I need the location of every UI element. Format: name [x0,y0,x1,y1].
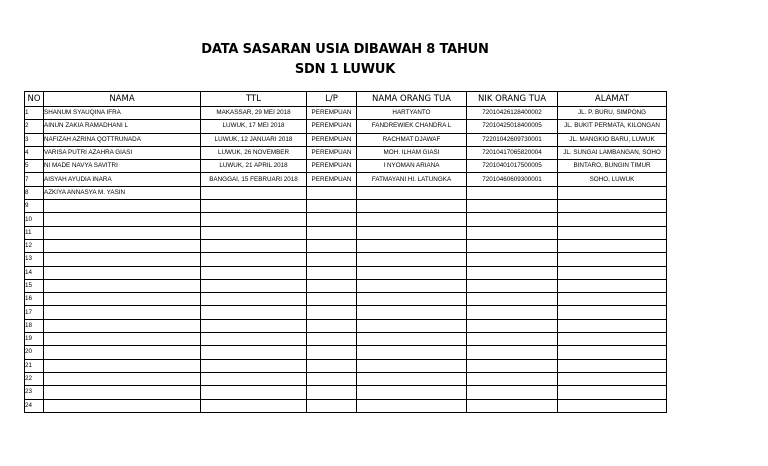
cell-nik-orang-tua [467,293,558,306]
cell-nama-orang-tua [357,266,467,279]
table-row [25,346,667,359]
cell-alamat: JL. P. BURU, SIMPONG [558,107,667,120]
cell-lp [307,293,357,306]
cell-alamat: BINTARO, BUNGIN TIMUR [558,160,667,173]
cell-nik-orang-tua [467,372,558,385]
cell-lp [307,372,357,385]
cell-alamat [558,279,667,292]
cell-lp [307,239,357,252]
cell-no: 11 [25,226,44,239]
cell-ttl: LUWUK, 12 JANUARI 2018 [201,133,307,146]
header-alamat: ALAMAT [558,92,667,107]
cell-lp [307,386,357,399]
cell-lp [307,359,357,372]
cell-ttl [201,346,307,359]
cell-nama [44,266,201,279]
header-no: NO [25,92,44,107]
cell-no: 16 [25,293,44,306]
cell-nama [44,226,201,239]
cell-ttl: BANGGAI, 15 FEBRUARI 2018 [201,173,307,186]
table-row [25,200,667,213]
table-row [25,266,667,279]
table-row [25,293,667,306]
cell-no: 2 [25,120,44,133]
cell-no: 21 [25,359,44,372]
cell-lp: PEREMPUAN [307,146,357,159]
cell-no: 24 [25,399,44,412]
cell-alamat [558,266,667,279]
cell-no: 3 [25,133,44,146]
cell-no: 10 [25,213,44,226]
table-row [25,173,667,186]
cell-ttl [201,279,307,292]
cell-lp [307,226,357,239]
cell-alamat [558,293,667,306]
cell-ttl [201,359,307,372]
cell-ttl [201,186,307,199]
cell-nik-orang-tua [467,186,558,199]
cell-nama-orang-tua [357,372,467,385]
table-row [25,146,667,159]
cell-nama [44,293,201,306]
cell-ttl [201,372,307,385]
cell-nama [44,200,201,213]
cell-no: 1 [25,107,44,120]
cell-nama [44,319,201,332]
cell-no: 5 [25,160,44,173]
cell-lp: PEREMPUAN [307,160,357,173]
table-row [25,107,667,120]
cell-alamat [558,200,667,213]
table-row [25,120,667,133]
cell-nik-orang-tua [467,386,558,399]
cell-nik-orang-tua [467,200,558,213]
cell-no: 13 [25,253,44,266]
cell-ttl: MAKASSAR, 29 MEI 2018 [201,107,307,120]
cell-ttl: LUWUK, 21 APRIL 2018 [201,160,307,173]
cell-alamat [558,186,667,199]
cell-ttl [201,226,307,239]
cell-nama-orang-tua [357,186,467,199]
cell-ttl [201,399,307,412]
cell-alamat [558,253,667,266]
table-row [25,399,667,412]
cell-nik-orang-tua: 72010417065820004 [467,146,558,159]
cell-no: 19 [25,333,44,346]
cell-nama-orang-tua [357,306,467,319]
cell-lp [307,399,357,412]
cell-nama: AISYAH AYUDIA INARA [44,173,201,186]
cell-lp [307,346,357,359]
cell-nik-orang-tua [467,346,558,359]
cell-ttl: LUWUK, 17 MEI 2018 [201,120,307,133]
cell-nik-orang-tua [467,359,558,372]
cell-nama-orang-tua [357,200,467,213]
cell-no: 4 [25,146,44,159]
cell-nik-orang-tua [467,239,558,252]
cell-nama-orang-tua: HARTYANTO [357,107,467,120]
cell-nama-orang-tua [357,399,467,412]
cell-alamat [558,333,667,346]
cell-nik-orang-tua [467,399,558,412]
cell-alamat [558,359,667,372]
cell-lp [307,319,357,332]
cell-no: 15 [25,279,44,292]
cell-nik-orang-tua [467,266,558,279]
cell-alamat [558,399,667,412]
header-nik-orang-tua: NIK ORANG TUA [467,92,558,107]
cell-nama-orang-tua: MOH. ILHAM GIASI [357,146,467,159]
cell-nik-orang-tua [467,333,558,346]
cell-nik-orang-tua: 72010460609300001 [467,173,558,186]
cell-nama [44,279,201,292]
cell-ttl [201,293,307,306]
cell-nik-orang-tua [467,306,558,319]
cell-lp: PEREMPUAN [307,107,357,120]
cell-alamat: JL. BUKIT PERMATA, KILONGAN [558,120,667,133]
cell-alamat [558,346,667,359]
cell-ttl [201,213,307,226]
cell-ttl [201,386,307,399]
table-row [25,186,667,199]
cell-no: 12 [25,239,44,252]
cell-lp [307,279,357,292]
cell-nik-orang-tua: 72010425018400005 [467,120,558,133]
header-nama-orang-tua: NAMA ORANG TUA [357,92,467,107]
cell-no: 7 [25,173,44,186]
cell-nik-orang-tua [467,279,558,292]
cell-ttl: LUWUK, 26 NOVEMBER [201,146,307,159]
cell-no: 23 [25,386,44,399]
page-title: DATA SASARAN USIA DIBAWAH 8 TAHUN [201,42,489,57]
page-subtitle: SDN 1 LUWUK [294,62,396,77]
table-row [25,319,667,332]
cell-nama: AZKIYA ANNASYA M. YASIN [44,186,201,199]
cell-lp [307,333,357,346]
cell-nama: NAFIZAH AZRINA QOTTRUNADA [44,133,201,146]
cell-nama [44,386,201,399]
table-row [25,213,667,226]
cell-nama-orang-tua: I NYOMAN ARIANA [357,160,467,173]
table-header-row [25,92,667,107]
cell-nama [44,213,201,226]
cell-alamat [558,213,667,226]
cell-nama-orang-tua: FATMAYANI HI. LATUNGKA [357,173,467,186]
cell-no: 22 [25,372,44,385]
cell-nama [44,399,201,412]
cell-alamat [558,319,667,332]
cell-ttl [201,306,307,319]
cell-alamat [558,226,667,239]
cell-nama-orang-tua [357,386,467,399]
cell-nama [44,372,201,385]
table-row [25,386,667,399]
cell-no: 14 [25,266,44,279]
cell-nama-orang-tua [357,279,467,292]
cell-lp [307,306,357,319]
table-row [25,333,667,346]
table-row [25,279,667,292]
cell-nama [44,359,201,372]
table-row [25,226,667,239]
table-row [25,239,667,252]
cell-alamat: JL. SUNGAI LAMBANGAN, SOHO [558,146,667,159]
cell-lp: PEREMPUAN [307,173,357,186]
cell-lp: PEREMPUAN [307,120,357,133]
cell-lp [307,186,357,199]
cell-nama: SHANUM SYAUQINA IFRA [44,107,201,120]
cell-ttl [201,239,307,252]
cell-lp: PEREMPUAN [307,133,357,146]
cell-nik-orang-tua: 72201042609730001 [467,133,558,146]
cell-ttl [201,253,307,266]
header-lp: L/P [307,92,357,107]
cell-nama: NI MADE NAVYA SAVITRI [44,160,201,173]
cell-alamat [558,306,667,319]
cell-ttl [201,266,307,279]
cell-nama-orang-tua: FANDREWIEK CHANDRA L [357,120,467,133]
table-row [25,372,667,385]
cell-lp [307,266,357,279]
cell-nama-orang-tua [357,213,467,226]
table-row [25,359,667,372]
cell-no: 17 [25,306,44,319]
cell-nik-orang-tua [467,253,558,266]
cell-nama: VARISA PUTRI AZAHRA GIASI [44,146,201,159]
cell-nik-orang-tua: 72010401017500005 [467,160,558,173]
cell-alamat [558,372,667,385]
header-ttl: TTL [201,92,307,107]
table-row [25,133,667,146]
cell-ttl [201,333,307,346]
table-row [25,253,667,266]
cell-nama [44,239,201,252]
cell-ttl [201,200,307,213]
cell-alamat: JL. MANGKIO BARU, LUWUK [558,133,667,146]
cell-nama-orang-tua [357,319,467,332]
cell-lp [307,253,357,266]
cell-alamat [558,386,667,399]
table-row [25,160,667,173]
cell-nama [44,333,201,346]
cell-no: 20 [25,346,44,359]
cell-no: 8 [25,186,44,199]
cell-no: 9 [25,200,44,213]
data-table [24,91,667,413]
cell-nama [44,346,201,359]
cell-nama-orang-tua: RACHMAT DJAWAF [357,133,467,146]
table-row [25,306,667,319]
cell-lp [307,213,357,226]
cell-lp [307,200,357,213]
cell-nik-orang-tua [467,213,558,226]
cell-nama: AINUN ZAKIA RAMADHANI L [44,120,201,133]
cell-nama-orang-tua [357,333,467,346]
cell-nama-orang-tua [357,293,467,306]
cell-alamat: SOHO, LUWUK [558,173,667,186]
cell-nik-orang-tua [467,319,558,332]
cell-nik-orang-tua: 72010426128400002 [467,107,558,120]
cell-nama-orang-tua [357,359,467,372]
header-nama: NAMA [44,92,201,107]
cell-nama-orang-tua [357,346,467,359]
cell-nama-orang-tua [357,253,467,266]
cell-ttl [201,319,307,332]
cell-alamat [558,239,667,252]
cell-nama [44,253,201,266]
cell-nama-orang-tua [357,239,467,252]
cell-no: 18 [25,319,44,332]
cell-nama [44,306,201,319]
cell-nama-orang-tua [357,226,467,239]
cell-nik-orang-tua [467,226,558,239]
